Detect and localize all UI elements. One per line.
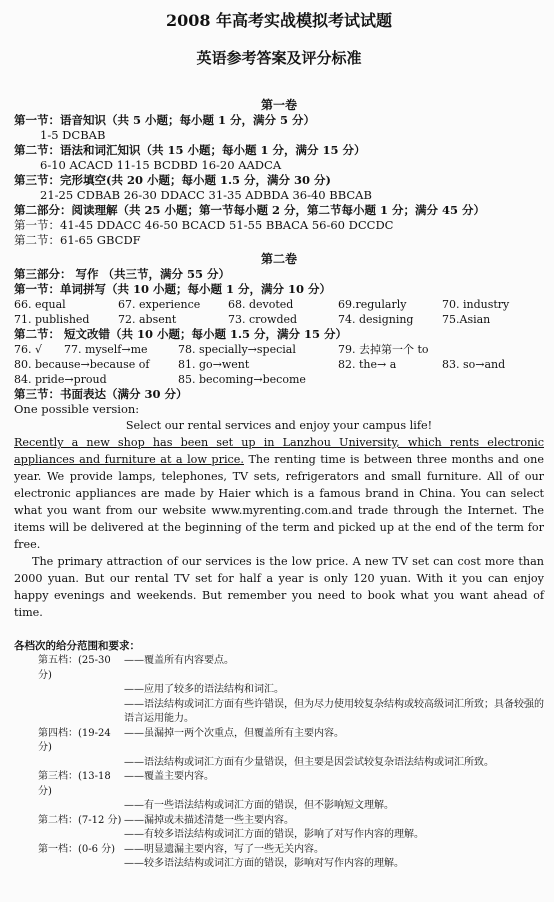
grade-level: 第五档：(25-30 分)	[38, 655, 111, 681]
answer-line: 第一节：41-45 DDACC 46-50 BCACD 51-55 BBACA 56-60 DCCDC	[14, 218, 394, 232]
correction-answers-row	[14, 357, 544, 372]
spelling-answer: 67. experience	[118, 298, 201, 311]
answer-line: 第二节：61-65 GBCDF	[14, 233, 141, 247]
grade-desc: ——较多语法结构或词汇方面的错误，影响对写作内容的理解。	[124, 858, 404, 869]
grade-desc: ——虽漏掉一两个次重点，但覆盖所有主要内容。	[124, 727, 344, 739]
essay-paragraph-2: The primary attraction of our services is the low price. A new TV set can cost more than 2000 yuan. But our rental TV set for half a year is only 120 yuan. With it you can enjoy happy evenings and weekends. But remember you need to book what you want ahead of time.	[14, 555, 544, 619]
grade-level	[14, 698, 124, 727]
grading-row	[14, 727, 544, 756]
correction-answer: 84. pride→proud	[14, 373, 107, 386]
spelling-answer: 70. industry	[442, 298, 510, 311]
correction-answers-row	[14, 372, 544, 387]
grade-desc: ——有较多语法结构或词汇方面的错误，影响了对写作内容的理解。	[124, 829, 424, 840]
correction-answer: 81. go→went	[178, 358, 250, 371]
answer-line: 21-25 CDBAB 26-30 DDACC 31-35 ADBDA 36-40 BBCAB	[40, 188, 372, 202]
writing-section-heading: 第三节：书面表达（满分 30 分）	[14, 387, 188, 401]
correction-answer: 76. √	[14, 343, 42, 356]
grading-criteria	[14, 654, 544, 872]
grade-level: 第二档：(7-12 分)	[38, 814, 122, 826]
correction-answer: 79. 去掉第一个 to	[338, 343, 429, 356]
volume-one-section	[14, 113, 544, 248]
correction-answer: 78. specially→special	[178, 343, 296, 356]
correction-answer: 80. because→because of	[14, 358, 150, 371]
grade-level: 第一档：(0-6 分)	[38, 843, 116, 855]
grading-row	[14, 683, 544, 698]
section-heading: 第二节：语法和词汇知识（共 15 小题；每小题 1 分，满分 15 分）	[14, 143, 366, 157]
grading-row	[14, 756, 544, 771]
correction-answer: 77. myself→me	[64, 343, 148, 356]
grade-desc: ——语法结构或词汇方面有少量错误，但主要是因尝试较复杂语法结构或词汇所致。	[124, 756, 494, 768]
grade-desc: ——有一些语法结构或词汇方面的错误，但不影响短文理解。	[124, 800, 394, 811]
grade-desc: ——覆盖所有内容要点。	[124, 655, 234, 666]
grade-level: 第四档：(19-24 分)	[38, 727, 111, 753]
essay-paragraph-1-body: The renting time is between three months and one year. We provide lamps, telephones, TV sets, refrigerators and small furniture. All of our electronic appliances are made by Haier which is a famous brand in China. You can select what you want from our website www.myrenting.com.and trade through the Internet. The items will be delivered at the beginning of the term and picked up at the end of the term for free.	[14, 453, 544, 551]
part-three-heading: 第三部分： 写作 （共三节，满分 55 分）	[14, 267, 231, 281]
page-title: 2008 年高考实战模拟考试试题	[165, 11, 393, 30]
grade-desc: ——明显遗漏主要内容，写了一些无关内容。	[124, 843, 324, 855]
correction-answer: 85. becoming→become	[178, 373, 306, 386]
answer-line: 1-5 DCBAB	[40, 128, 106, 142]
grade-desc: ——语法结构或词汇方面有些许错误，但为尽力使用较复杂结构或较高级词汇所致；具备较强的语言运用能力。	[124, 698, 544, 724]
grade-level	[14, 857, 124, 872]
grading-row	[14, 698, 544, 727]
page-subtitle: 英语参考答案及评分标准	[196, 49, 362, 67]
grade-level	[14, 683, 124, 698]
grading-row	[14, 857, 544, 872]
grading-row	[14, 814, 544, 829]
spelling-answer: 71. published	[14, 313, 90, 326]
spelling-answer: 69.regularly	[338, 298, 407, 311]
spelling-answers-row	[14, 312, 544, 327]
essay-paragraph-1	[14, 434, 544, 553]
section-heading: 第二部分：阅读理解（共 25 小题；第一节每小题 2 分，第二节每小题 1 分；满分 45 分）	[14, 203, 486, 217]
section-heading: 第三节：完形填空(共 20 小题；每小题 1.5 分，满分 30 分)	[14, 173, 331, 187]
grade-desc: ——覆盖主要内容。	[124, 771, 214, 782]
answer-line: 6-10 ACACD 11-15 BCDBD 16-20 AADCA	[40, 158, 282, 172]
grade-level: 第三档：(13-18 分)	[38, 771, 111, 797]
essay-title: Select our rental services and enjoy your campus life!	[125, 419, 433, 432]
grade-level	[14, 828, 124, 843]
essay-underlined-sentence: Recently a new shop has been set up in Lanzhou University, which rents electronic appliances and furniture at a low price.	[14, 436, 544, 466]
spelling-answer: 68. devoted	[228, 298, 294, 311]
correction-answer: 83. so→and	[442, 358, 506, 371]
correction-section-heading: 第二节： 短文改错（共 10 小题；每小题 1.5 分，满分 15 分）	[14, 327, 348, 341]
correction-answer: 82. the→ a	[338, 358, 397, 371]
grading-row	[14, 654, 544, 683]
grading-row	[14, 843, 544, 858]
grading-row	[14, 770, 544, 799]
spelling-answer: 74. designing	[338, 313, 414, 326]
grade-level	[14, 799, 124, 814]
section-heading: 第一节：语音知识（共 5 小题；每小题 1 分，满分 5 分）	[14, 113, 316, 127]
spelling-answer: 66. equal	[14, 298, 66, 311]
grading-row	[14, 799, 544, 814]
grading-heading: 各档次的给分范围和要求：	[14, 640, 140, 652]
spelling-answer: 72. absent	[118, 313, 177, 326]
spelling-answer: 73. crowded	[228, 313, 298, 326]
spelling-answers-row	[14, 297, 544, 312]
volume-two-heading: 第二卷	[260, 252, 297, 266]
spelling-answer: 75.Asian	[442, 313, 491, 326]
volume-one-heading: 第一卷	[260, 98, 297, 112]
version-label: One possible version:	[14, 402, 140, 416]
grade-desc: ——应用了较多的语法结构和词汇。	[124, 684, 284, 695]
grade-level	[14, 756, 124, 771]
spelling-section-heading: 第一节：单词拼写（共 10 小题；每小题 1 分，满分 10 分）	[14, 282, 332, 296]
grade-desc: ——漏掉或未描述清楚一些主要内容。	[124, 814, 294, 826]
grading-row	[14, 828, 544, 843]
correction-answers-row	[14, 342, 544, 357]
